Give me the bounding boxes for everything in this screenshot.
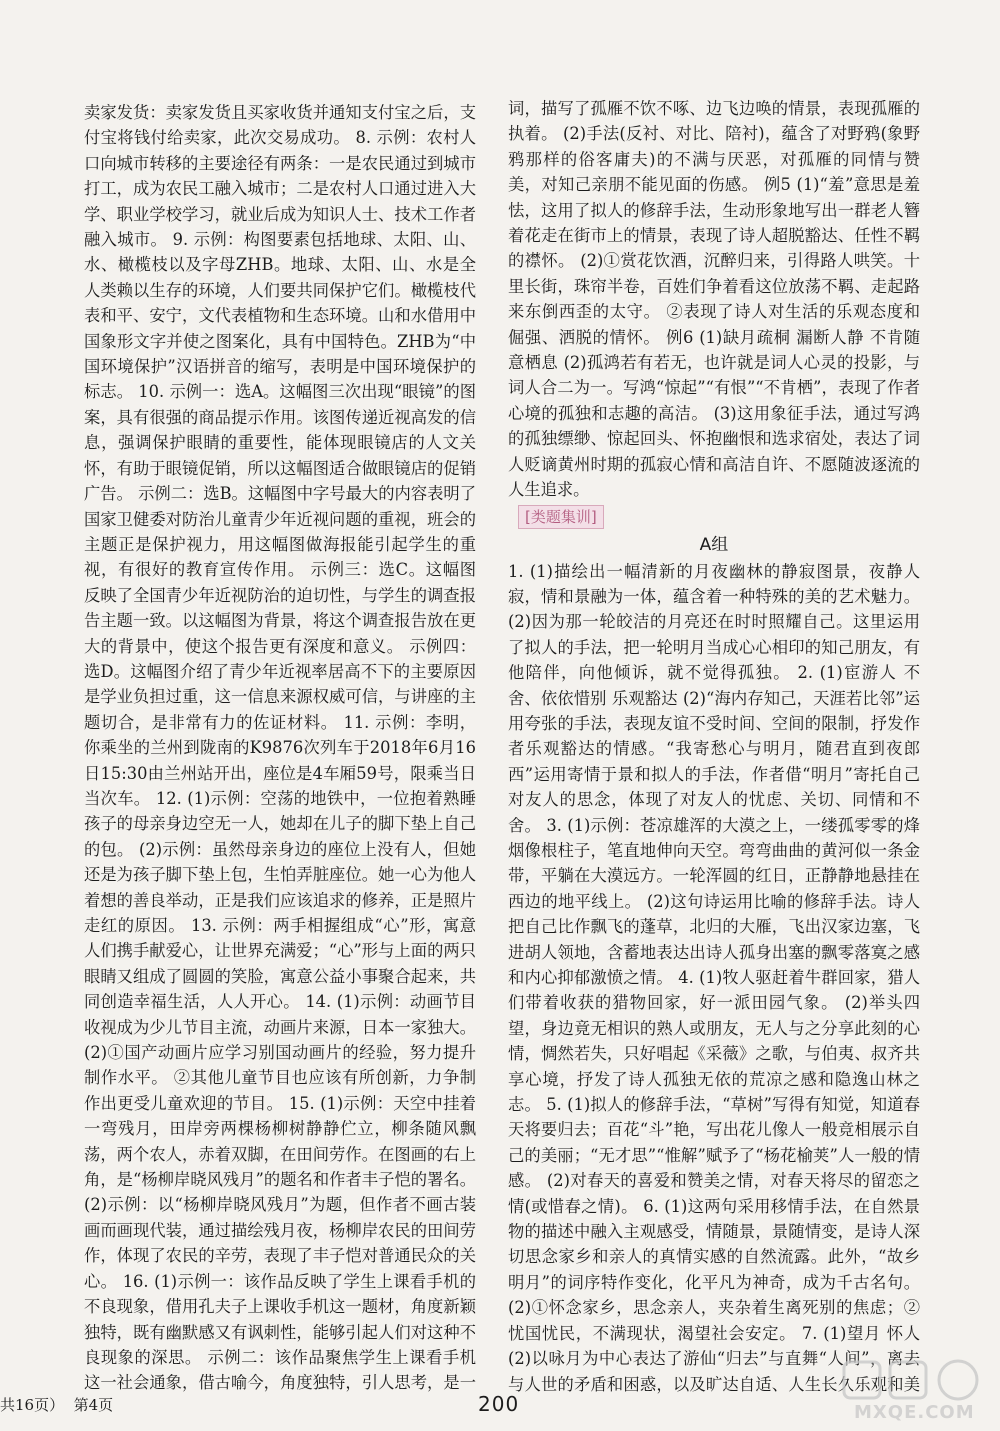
section-tag-practice: [类题集训]: [518, 505, 604, 529]
left-paragraph-answers: 卖家发货：卖家发货且买家收货并通知支付宝之后，支付宝将钱付给卖家，此次交易成功。 8. 示例：农村人口向城市转移的主要途径有两条：一是农民通过到城市打工，成为农民工融入城市；二是农村人口通过进入大学、职业学校学习，就业后成为知识人士、技术工作者融入城市。 9. 示例：构图要素包括地球、太阳、山、水、橄榄枝以及字母ZHB。地球、太阳、山、水是全人类赖以生存的环境，人们要共同保护它们。橄榄枝代表和平、安宁，文代表植物和生态环境。山和水借用中国象形文字并使之图案化，具有中国特色。ZHB为“中国环境保护”汉语拼音的缩写，表明是中国环境保护的标志。 10. 示例一：选A。这幅图三次出现“眼镜”的图案，具有很强的商品提示作用。该图传递近视高发的信息，强调保护眼睛的重要性，能体现眼镜店的人文关怀，有助于眼镜促销，所以这幅图适合做眼镜店的促销广告。 示例二：选B。这幅图中字号最大的内容表明了国家卫健委对防治儿童青少年近视问题的重视，班会的主题正是保护视力，用这幅图做海报能引起学生的重视，有很好的教育宣传作用。 示例三：选C。这幅图反映了全国青少年近视防治的迫切性，与学生的调查报告主题一致。以这幅图为背景，将这个调查报告放在更大的背景中，使这个报告更有深度和意义。 示例四：选D。这幅图介绍了青少年近视率居高不下的主要原因是学业负担过重，这一信息来源权威可信，与讲座的主题切合，是非常有力的佐证材料。 11. 示例：李明，你乘坐的兰州到陇南的K9876次列车于2018年6月16日15:30由兰州站开出，座位是4车厢59号，限乘当日当次车。 12. (1)示例：空荡的地铁中，一位抱着熟睡孩子的母亲身边空无一人，她却在儿子的脚下垫上自己的包。 (2)示例：虽然母亲身边的座位上没有人，但她还是为孩子脚下垫上包，生怕弄脏座位。她一心为他人着想的善良举动，正是我们应该追求的修养，正是照片走红的原因。 13. 示例：两手相握组成“心”形，寓意人们携手献爱心，让世界充满爱；“心”形与上面的两只眼睛又组成了圆圆的笑脸，寓意公益小事聚合起来，共同创造幸福生活，人人开心。 14. (1)示例：动画节目收视成为少儿节目主流，动画片来源，日本一家独大。 (2)①国产动画片应学习别国动画片的经验，努力提升制作水平。 ②其他儿童节目也应该有所创新，力争制作出更受儿童欢迎的节目。 15. (1)示例：天空中挂着一弯残月，田岸旁两棵杨柳树静静伫立，柳条随风飘荡，两个农人，赤着双脚，在田间劳作。在图画的右上角，是“杨柳岸晓风残月”的题名和作者丰子恺的署名。 (2)示例：以“杨柳岸晓风残月”为题，但作者不画古装画而画现代装，通过描绘残月夜，杨柳岸农民的田间劳作，体现了农民的辛劳，表现了丰子恺对普通民众的关心。 16. (1)示例一：该作品反映了学生上课看手机的不良现象，借用孔夫子上课收手机这一题材，角度新颖独特，既有幽默感又有讽刺性，能够引起人们对这种不良现象的深思。 示例二：该作品聚焦学生上课看手机这一社会通象，借古喻今，角度独特，引人思考，是一: [84, 103, 476, 1393]
watermark-logo-icon: [836, 1356, 996, 1406]
watermark-url: MXQE.COM: [854, 1402, 975, 1423]
footer-page-info: 共16页） 第4页: [0, 1396, 114, 1414]
left-column: [84, 100, 476, 1394]
page-number: 200: [478, 1392, 520, 1416]
right-column: [508, 96, 920, 1394]
right-paragraph-practice: 1. (1)描绘出一幅清新的月夜幽林的静寂图景，夜静人寂，情和景融为一体，蕴含着一种特殊的美的艺术魅力。 (2)因为那一轮皎洁的月亮还在时时照耀自己。这里运用了拟人的手法，把一轮明月当成心心相印的知己朋友，有他陪伴，向他倾诉，就不觉得孤独。 2. (1)宦游人 不舍、依依惜别 乐观豁达 (2)“海内存知己，天涯若比邻”运用夸张的手法，表现友谊不受时间、空间的限制，抒发作者乐观豁达的情感。“我寄愁心与明月，随君直到夜郎西”运用寄情于景和拟人的手法，作者借“明月”寄托自己对友人的思念，体现了对友人的忧虑、关切、同情和不舍。 3. (1)示例：苍凉雄浑的大漠之上，一缕孤零零的烽烟像根柱子，笔直地伸向天空。弯弯曲曲的黄河似一条金带，平躺在大漠远方。一轮浑圆的红日，正静静地悬挂在西边的地平线上。 (2)这句诗运用比喻的修辞手法。诗人把自己比作飘飞的蓬草，北归的大雁，飞出汉家边塞，飞进胡人领地，含蓄地表达出诗人孤身出塞的飘零落寞之感和内心抑郁激愤之情。 4. (1)牧人驱赶着牛群回家，猎人们带着收获的猎物回家，好一派田园气象。 (2)举头四望，身边竟无相识的熟人或朋友，无人与之分享此刻的心情，惆然若失，只好唱起《采薇》之歌，与伯夷、叔齐共享心境，抒发了诗人孤独无依的荒凉之感和隐逸山林之志。 5. (1)拟人的修辞手法，“草树”写得有知觉，知道春天将要归去；百花“斗”艳，写出花儿像人一般竞相展示自己的美丽；“无才思”“惟解”赋予了“杨花榆荚”人一般的情感。 (2)对春天的喜爱和赞美之情，对春天将尽的留恋之情(或惜春之情)。 6. (1)这两句采用移情手法，在自然景物的描述中融入主观感受，情随景，景随情变，是诗人深切思念家乡和亲人的真情实感的自然流露。此外，“故乡明月”的词序特作变化，化平凡为神奇，成为千古名句。 (2)①怀念家乡，思念亲人，夹杂着生离死别的焦虑；②忧国忧民，不满现状，渴望社会安定。 7. (1)望月 怀人 (2)以咏月为中心表达了游仙“归去”与直舞“人间”，离去与人世的矛盾和困惑，以及旷达自适、人生长久乐观和美: [508, 561, 920, 1394]
group-title: A组: [699, 534, 729, 555]
right-paragraph-examples: 词，描写了孤雁不饮不啄、边飞边唤的情景，表现孤雁的执着。 (2)手法(反衬、对比、陪衬)，蕴含了对野鸦(象野鸦那样的俗客庸夫)的不满与厌恶，对孤雁的同情与赞美，对知己亲朋不能见面的伤感。 例5 (1)“羞”意思是羞怯，这用了拟人的修辞手法，生动形象地写出一群老人簪着花走在街市上的情景，表现了诗人超脱豁达、任性不羁的襟怀。 (2)①赏花饮酒，沉醉归来，引得路人哄笑。十里长街，珠帘半卷，百姓们争着看这位放荡不羁、走起路来东倒西歪的太守。 ②表现了诗人对生活的乐观态度和倔强、洒脱的情怀。 例6 (1)缺月疏桐 漏断人静 不肯随意栖息 (2)孤鸿若有若无，也许就是词人心灵的投影，与词人合二为一。写鸿“惊起”“有恨”“不肯栖”，表现了作者心境的孤独和志趣的高洁。 (3)这用象征手法，通过写鸿的孤独缥缈、惊起回头、怀抱幽恨和选求宿处，表达了词人贬谪黄州时期的孤寂心情和高洁自许、不愿随波逐流的人生追求。: [508, 99, 920, 500]
watermark-logo: [836, 1356, 996, 1428]
